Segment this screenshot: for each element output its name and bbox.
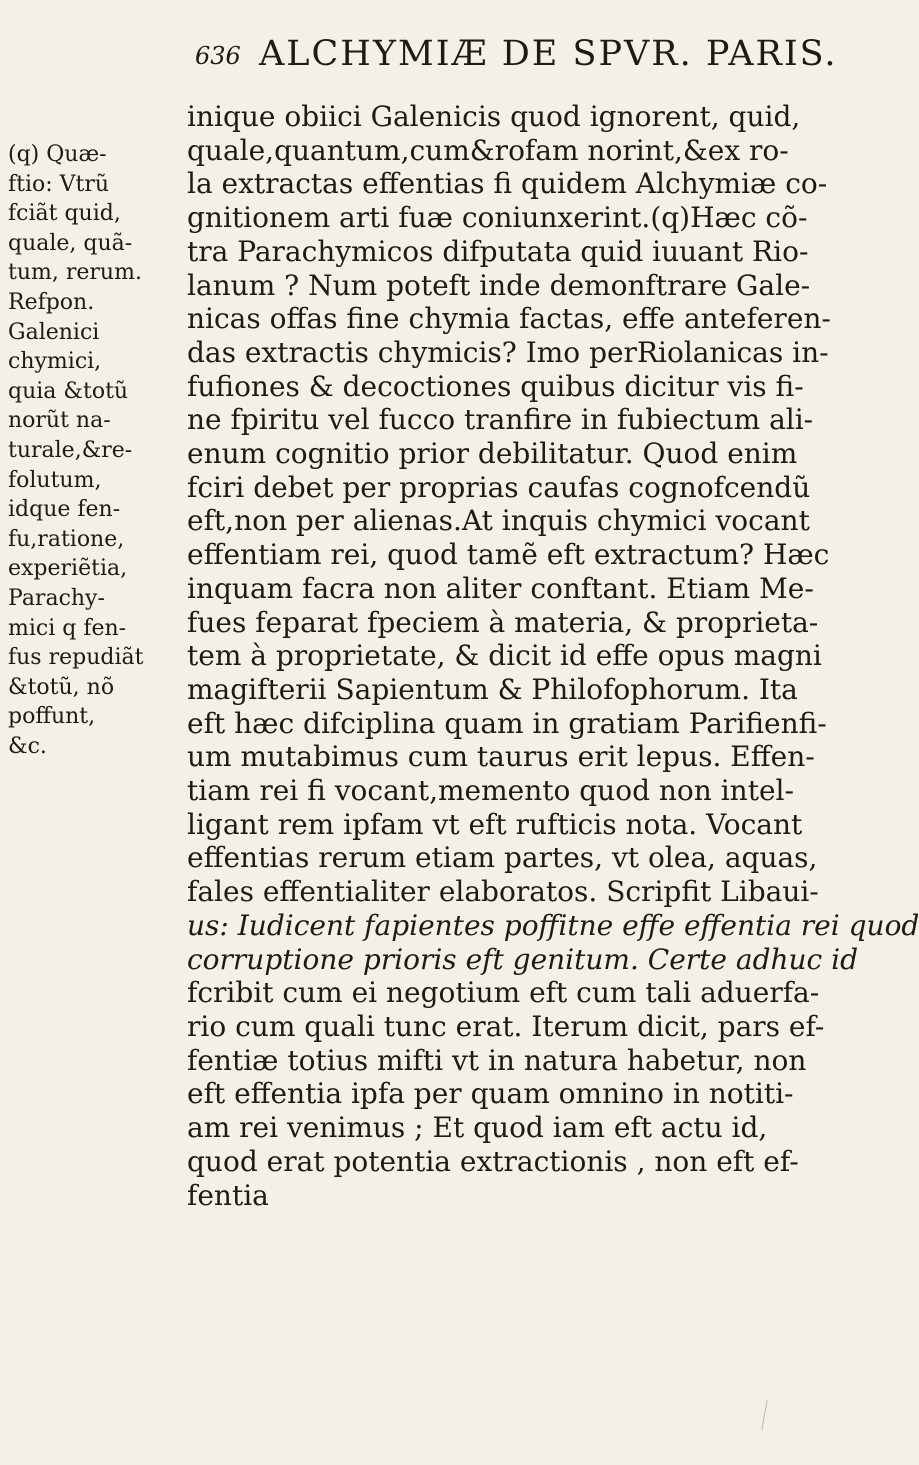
text-line: fentiæ totius mifti vt in natura habetur, non (187, 1043, 807, 1077)
text-line: us: Iudicent fapientes poffitne effe effentia rei quod (187, 908, 919, 942)
margin-line: poffunt, (8, 704, 96, 730)
text-line: corruptione prioris eft genitum. Certe adhuc id (187, 942, 859, 976)
text-line: effentiam rei, quod tamẽ eft extractum? Hæc (187, 538, 830, 572)
margin-line: fus repudiãt (8, 645, 144, 671)
page-mark (761, 1400, 767, 1430)
text-line: fales effentialiter elaboratos. Scripfit Libaui- (187, 875, 819, 909)
text-line: eft hæc difciplina quam in gratiam Parifienfi- (187, 706, 827, 740)
margin-line: Parachy- (8, 585, 105, 611)
margin-line: mici q fen- (8, 615, 127, 641)
text-line: inique obiici Galenicis quod ignorent, quid, (187, 100, 801, 133)
text-line: tem à proprietate, & dicit id effe opus magni (187, 639, 822, 673)
text-line: am rei venimus ; Et quod iam eft actu id, (187, 1111, 768, 1145)
text-line: lanum ? Num poteft inde demonftrare Gale- (187, 268, 811, 302)
page-number: 636 (195, 42, 241, 70)
text-line: quale,quantum,cum&rofam norint,&ex ro- (187, 133, 789, 167)
margin-line: quia &totũ (8, 378, 129, 404)
text-line: ne fpiritu vel fucco tranfire in fubiectum ali- (187, 403, 814, 437)
text-line: quod erat potentia extractionis , non eft ef- (187, 1144, 799, 1178)
margin-line: chymici, (8, 349, 102, 375)
text-line: inquam facra non aliter conftant. Etiam Me- (187, 571, 814, 605)
margin-line: (q) Quæ- (8, 142, 107, 167)
text-line: ligant rem ipfam vt eft rufticis nota. Vocant (187, 807, 803, 841)
margin-line: turale,&re- (8, 437, 133, 463)
margin-line: &totũ, nõ (8, 674, 115, 700)
body-text (187, 100, 919, 1212)
text-line: effentias rerum etiam partes, vt olea, aquas, (187, 841, 818, 875)
margin-line: fu,ratione, (8, 526, 125, 552)
text-line: eft effentia ipfa per quam omnino in notiti- (187, 1077, 794, 1111)
text-line: eft,non per alienas.At inquis chymici vocant (187, 504, 810, 538)
text-line: fciri debet per proprias caufas cognofcendũ (187, 470, 811, 504)
margin-line: folutum, (8, 467, 102, 493)
text-line: la extractas effentias fi quidem Alchymiæ co- (187, 167, 828, 201)
text-line: nicas offas fine chymia factas, effe anteferen- (187, 302, 831, 336)
text-line: rio cum quali tunc erat. Iterum dicit, pars ef- (187, 1009, 825, 1043)
text-line: das extractis chymicis? Imo perRiolanicas in- (187, 335, 829, 369)
text-line: tra Parachymicos difputata quid iuuant Rio- (187, 234, 809, 268)
text-line: gnitionem arti fuæ coniunxerint.(q)Hæc cõ- (187, 201, 808, 235)
running-head: ALCHYMIÆ DE SPVR. PARIS. (259, 34, 838, 74)
margin-note (8, 140, 178, 761)
margin-line: ftio: Vtrũ (8, 171, 110, 197)
text-line: fcribit cum ei negotium eft cum tali aduerfa- (187, 976, 820, 1010)
text-line: magifterii Sapientum & Philofophorum. Ita (187, 672, 798, 706)
margin-line: Galenici (8, 319, 100, 345)
margin-line: experiẽtia, (8, 556, 128, 582)
margin-line: fciãt quid, (8, 201, 121, 227)
page-header (195, 34, 838, 84)
margin-line: Refpon. (8, 289, 95, 315)
margin-line: idque fen- (8, 497, 121, 523)
text-line: fentia (187, 1178, 269, 1212)
text-line: enum cognitio prior debilitatur. Quod enim (187, 437, 798, 471)
text-line: fufiones & decoctiones quibus dicitur vis fi- (187, 369, 804, 403)
margin-line: tum, rerum. (8, 260, 142, 286)
text-line: um mutabimus cum taurus erit lepus. Effen- (187, 740, 815, 774)
margin-line: &c. (8, 733, 47, 759)
text-line: fues feparat fpeciem à materia, & proprieta- (187, 605, 819, 639)
margin-line: norũt na- (8, 408, 111, 434)
text-line: tiam rei fi vocant,memento quod non intel- (187, 774, 794, 808)
margin-line: quale, quã- (8, 230, 133, 256)
